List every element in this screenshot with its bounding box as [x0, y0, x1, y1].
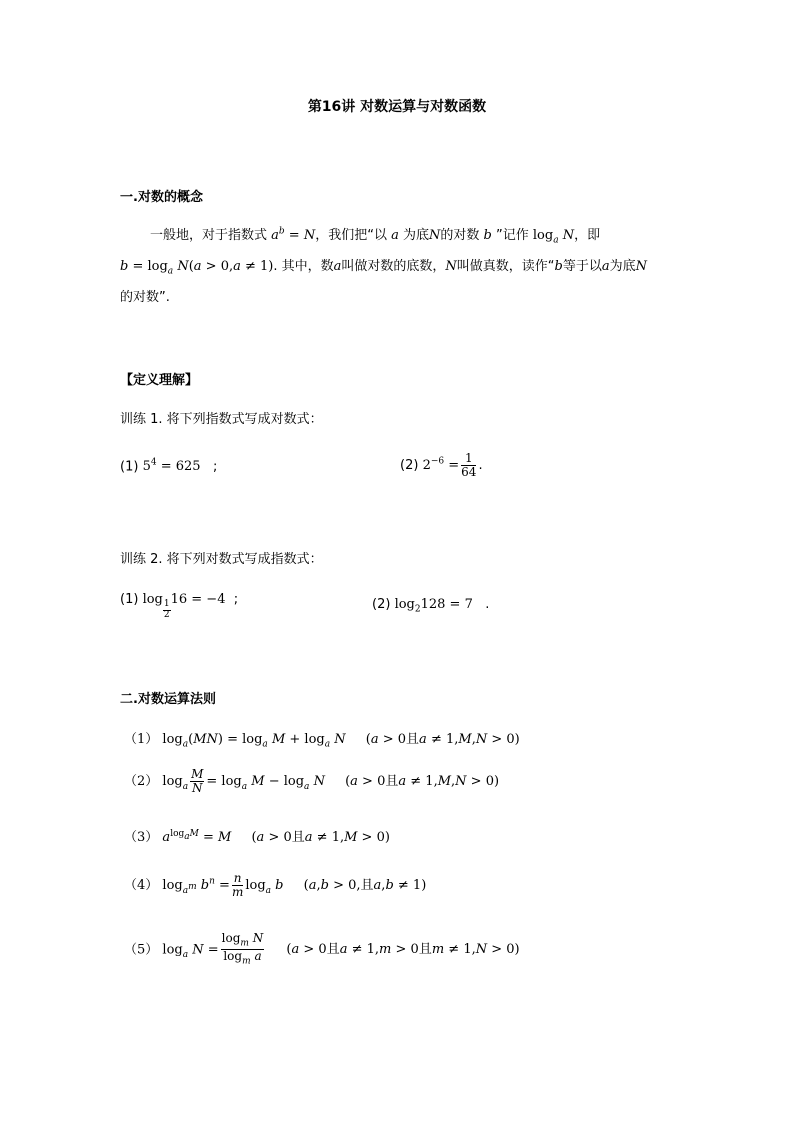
- training-1-item-1: (1) $5^4 = 625$ ;: [120, 458, 218, 475]
- concept-paragraph-line2: $b = \log_a N(a > 0,a \ne 1)$. 其中，数a叫做对数的底数，N叫做真数，读作“b等于以a为底N: [120, 259, 648, 277]
- definition-heading: 【定义理解】: [120, 373, 199, 388]
- training-1-prompt: 训练 1. 将下列指数式写成对数式：: [120, 412, 323, 427]
- training-1-item-2: (2) $2^{-6}$ = $\frac{1}{64}$ .: [400, 451, 483, 480]
- rule-2: （2） $\log_a$ $\frac{M}{N}$ = $\log_a M - \log_a N$ (a > 0且a ≠ 1,M,N > 0): [124, 767, 500, 796]
- training-2-item-1: (1) log $\frac{1}{2}$ 16 = −4 ;: [120, 592, 239, 620]
- section-heading-rules: 二.对数运算法则: [120, 692, 216, 707]
- rule-4: （4） $\log_{a^m} b^n$ = $\frac{n}{m}$ $\log_a b$ (a,b > 0,且a,b ≠ 1): [124, 871, 427, 900]
- rule-5: （5） $\log_a N$ = $\frac{\log_m N}{\log_m a}$ (a > 0且a ≠ 1,m > 0且m ≠ 1,N > 0): [124, 931, 520, 967]
- concept-paragraph-line3: 的对数”.: [120, 290, 170, 305]
- rule-3: （3） $a^{log_aM} = M$ (a > 0且a ≠ 1,M > 0): [124, 828, 390, 845]
- training-2-prompt: 训练 2. 将下列对数式写成指数式：: [120, 552, 323, 567]
- section-heading-concept: 一.对数的概念: [120, 190, 203, 205]
- training-2-item-2: (2) $\log_2128 = 7$ .: [372, 597, 490, 615]
- rule-1: （1） $\log_a(MN) = \log_a M + \log_a N$ (a > 0且a ≠ 1,M,N > 0): [124, 732, 520, 750]
- page-title: 第16讲 对数运算与对数函数: [307, 99, 487, 115]
- concept-paragraph-line1: 一般地，对于指数式 $a^b = N$，我们把“以 a 为底N的对数 b ”记作 $\log_a N$，即: [150, 226, 601, 246]
